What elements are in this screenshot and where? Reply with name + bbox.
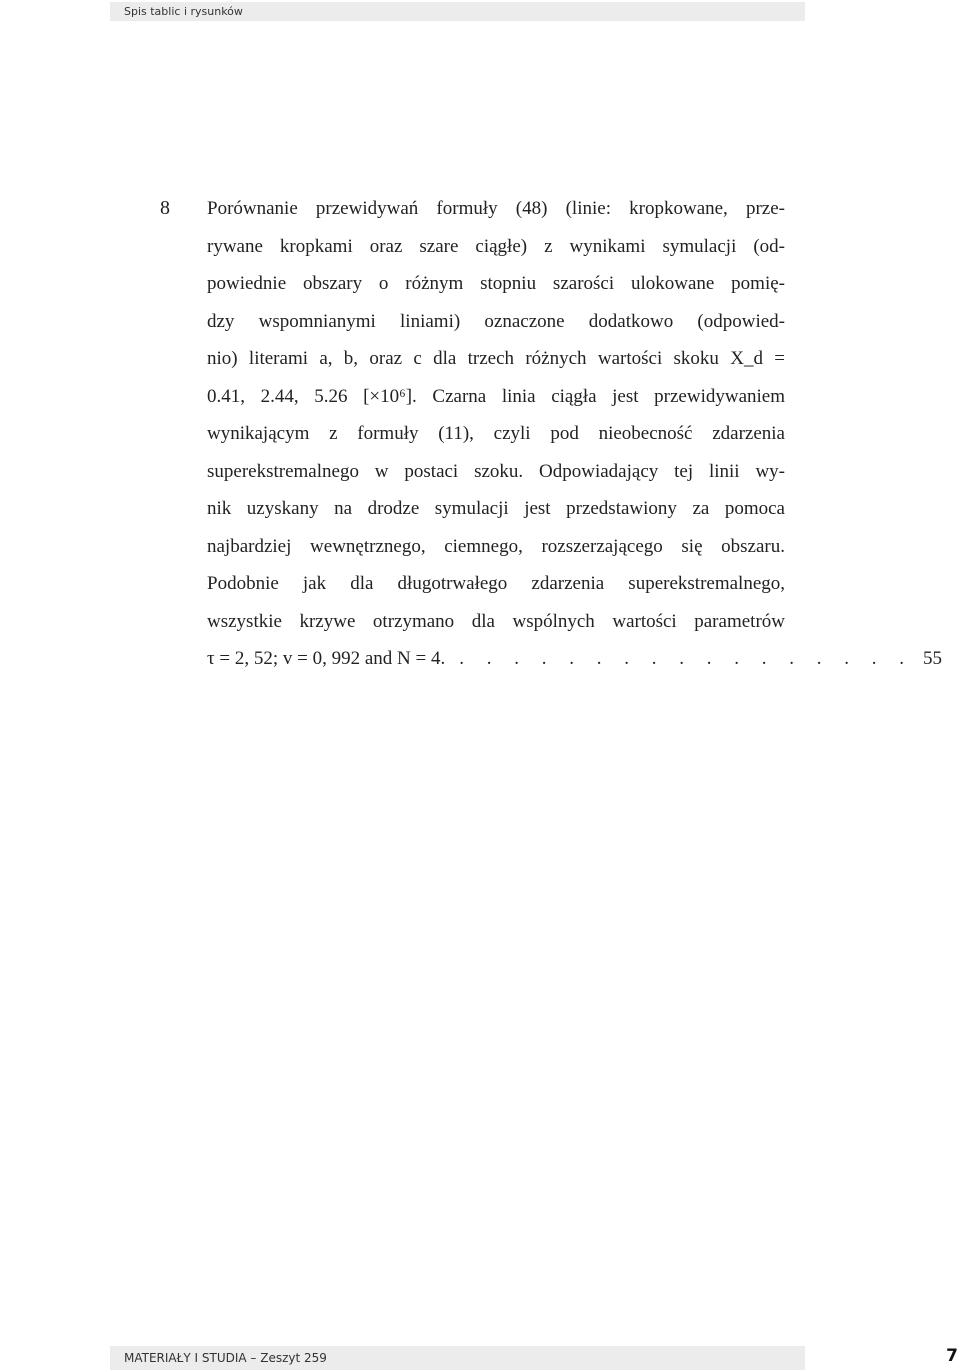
entry-line-text: superekstremalnego w postaci szoku. Odpowiadający tej linii wy-: [207, 460, 785, 482]
entry-line-text: najbardziej wewnętrznego, ciemnego, rozszerzającego się obszaru.: [207, 535, 785, 557]
entry-line-text: Podobnie jak dla długotrwałego zdarzenia superekstremalnego,: [207, 573, 785, 594]
entry-line-text: wynikającym z formuły (11), czyli pod nieobecność zdarzenia: [207, 423, 785, 444]
running-footer: [110, 1346, 805, 1370]
journal-name: MATERIAŁY I STUDIA – Zeszyt 259: [124, 1351, 327, 1365]
entry-line-text: nio) literami a, b, oraz c dla trzech różnych wartości skoku X_d =: [207, 348, 785, 369]
entry-line-text: dzy wspomnianymi liniami) oznaczone dodatkowo (odpowied-: [207, 310, 785, 332]
entry-line: [207, 571, 785, 597]
entry-number: 8: [160, 197, 170, 219]
page-number: 7: [946, 1346, 958, 1366]
entry-line: [207, 421, 785, 447]
entry-line: [207, 346, 785, 372]
entry-line: [207, 534, 785, 560]
entry-line-text: τ = 2, 52; v = 0, 992 and N = 4.: [207, 648, 446, 669]
entry-line: [207, 271, 785, 297]
entry-line-text: nik uzyskany na drodze symulacji jest przedstawiony za pomoca: [207, 498, 785, 519]
entry-line: [207, 459, 785, 485]
entry-line-text: powiednie obszary o różnym stopniu szarości ulokowane pomię-: [207, 273, 785, 294]
entry-line-last: [207, 646, 942, 672]
footer-page-box: [805, 1346, 960, 1370]
entry-line: [207, 384, 785, 410]
entry-line: [207, 496, 785, 522]
entry-line-text: wszystkie krzywe otrzymano dla wspólnych wartości parametrów: [207, 610, 785, 632]
entry-page-number: 55: [922, 648, 942, 669]
entry-line-text: 0.41, 2.44, 5.26 [×10⁶]. Czarna linia ciągła jest przewidywaniem: [207, 385, 785, 407]
entry-line-text: Porównanie przewidywań formuły (48) (linie: kropkowane, prze-: [207, 198, 785, 219]
leader-dots: . . . . . . . . . . . . . . . . .: [459, 648, 913, 669]
running-header: [110, 2, 805, 21]
entry-line-text: rywane kropkami oraz szare ciągłe) z wynikami symulacji (od-: [207, 235, 785, 257]
running-header-title: Spis tablic i rysunków: [124, 5, 243, 18]
entry-line: [207, 609, 785, 635]
entry-line: [207, 309, 785, 335]
entry-line: [207, 196, 785, 222]
entry-line: [207, 234, 785, 260]
